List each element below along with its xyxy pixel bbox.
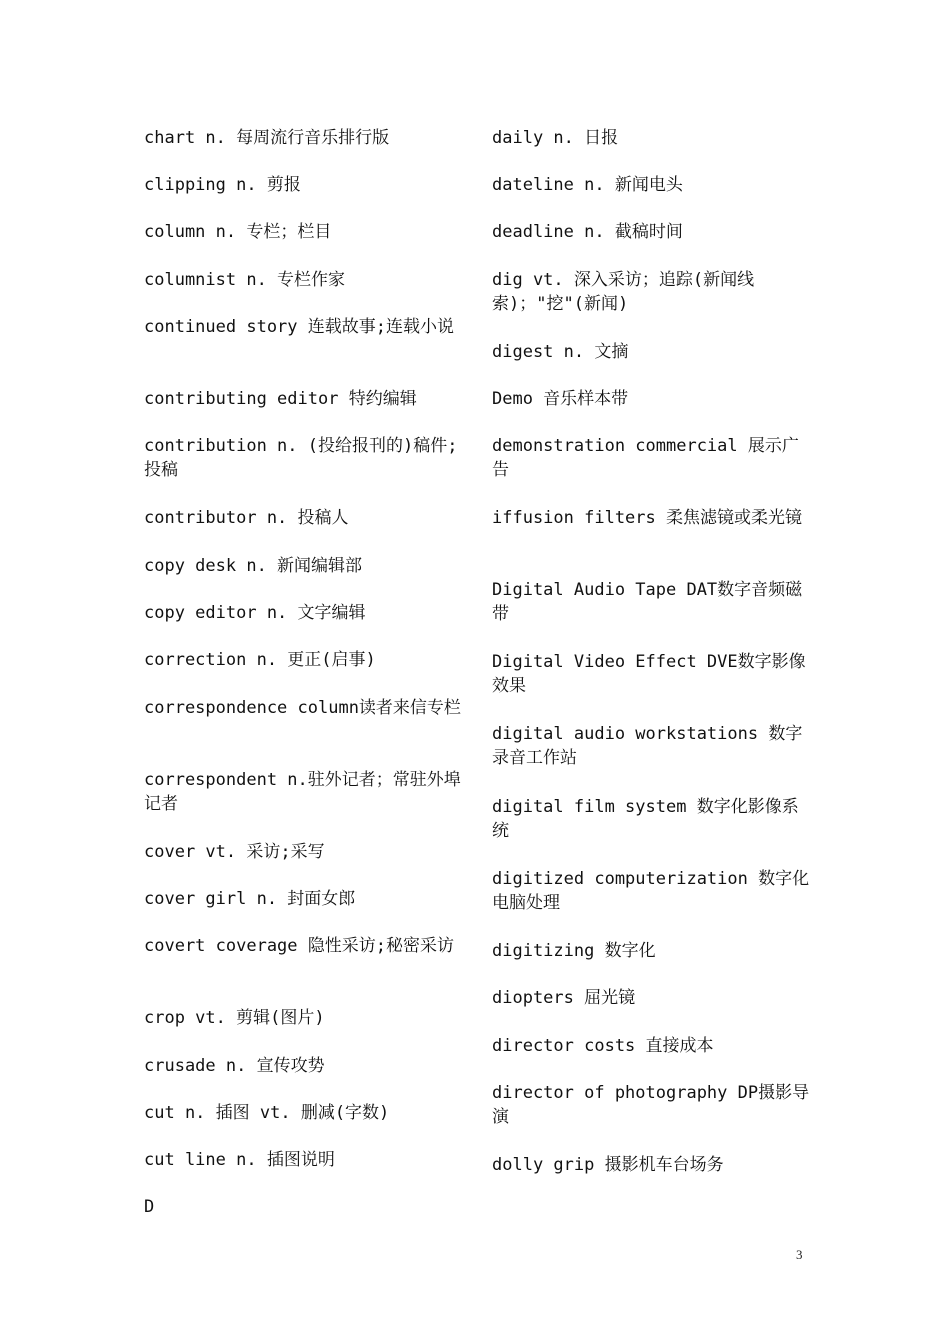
- glossary-entry: contributor n. 投稿人: [144, 508, 349, 528]
- glossary-entry: column n. 专栏；栏目: [144, 222, 332, 242]
- glossary-entry: dolly grip 摄影机车台场务: [492, 1155, 724, 1175]
- glossary-entry: cut line n. 插图说明: [144, 1150, 335, 1170]
- glossary-entry: columnist n. 专栏作家: [144, 270, 346, 290]
- glossary-entry: cut n. 插图 vt. 删减(字数): [144, 1103, 390, 1123]
- glossary-entry: cover vt. 采访;采写: [144, 842, 325, 862]
- glossary-entry: digitized computerization 数字化电脑处理: [492, 869, 810, 913]
- glossary-entry: dateline n. 新闻电头: [492, 175, 683, 195]
- glossary-entry: deadline n. 截稿时间: [492, 222, 683, 242]
- glossary-entry: iffusion filters 柔焦滤镜或柔光镜: [492, 508, 802, 528]
- glossary-entry: copy editor n. 文字编辑: [144, 603, 366, 623]
- glossary-entry: crusade n. 宣传攻势: [144, 1056, 325, 1076]
- glossary-entry: correction n. 更正(启事): [144, 650, 376, 670]
- glossary-entry: contributing editor 特约编辑: [144, 389, 417, 409]
- section-letter-heading: D: [144, 1197, 155, 1217]
- glossary-entry: director of photography DP摄影导演: [492, 1083, 810, 1127]
- glossary-entry: chart n. 每周流行音乐排行版: [144, 128, 390, 148]
- glossary-entry: digital film system 数字化影像系统: [492, 797, 799, 841]
- glossary-entry: Digital Video Effect DVE数字影像效果: [492, 652, 806, 696]
- glossary-entry: demonstration commercial 展示广告: [492, 436, 799, 480]
- glossary-entry: daily n. 日报: [492, 128, 619, 148]
- glossary-entry: correspondent n.驻外记者；常驻外埠记者: [144, 770, 461, 814]
- glossary-entry: Digital Audio Tape DAT数字音频磁带: [492, 580, 803, 624]
- glossary-entry: clipping n. 剪报: [144, 175, 301, 195]
- glossary-entry: digest n. 文摘: [492, 342, 629, 362]
- glossary-entry: continued story 连载故事;连载小说: [144, 317, 454, 337]
- glossary-entry: cover girl n. 封面女郎: [144, 889, 356, 909]
- glossary-entry: digital audio workstations 数字录音工作站: [492, 724, 803, 768]
- glossary-entry: correspondence column读者来信专栏: [144, 698, 461, 718]
- glossary-entry: copy desk n. 新闻编辑部: [144, 556, 363, 576]
- glossary-entry: dig vt. 深入采访；追踪(新闻线索)；"挖"(新闻): [492, 270, 755, 314]
- glossary-entry: covert coverage 隐性采访;秘密采访: [144, 936, 454, 956]
- page-number: 3: [796, 1247, 803, 1262]
- glossary-entry: director costs 直接成本: [492, 1036, 714, 1056]
- glossary-entry: contribution n. (投给报刊的)稿件;投稿: [144, 436, 458, 480]
- glossary-entry: digitizing 数字化: [492, 941, 656, 961]
- glossary-entry: diopters 屈光镜: [492, 988, 636, 1008]
- glossary-entry: crop vt. 剪辑(图片): [144, 1008, 325, 1028]
- glossary-entry: Demo 音乐样本带: [492, 389, 629, 409]
